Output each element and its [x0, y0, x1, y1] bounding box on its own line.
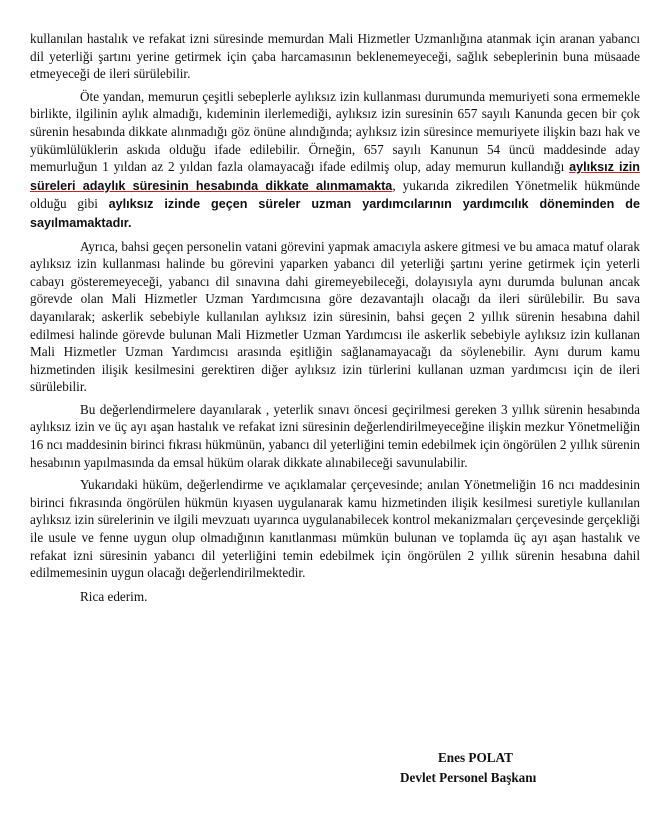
paragraph-text: kullanılan hastalık ve refakat izni süresinde memurdan Mali Hizmetler Uzmanlığına atanmak için aranan yabancı dil yeterliği şartını yerine getirmek için çaba harcamasının beklenemeyeceği, sağlık sebeplerinin buna müsaade etmeyeceği de ileri sürülebilir. [30, 31, 640, 82]
emphasized-text: aylıksız izin süreleri adaylık süresinin hesabında dikkate alınmamakta [30, 160, 640, 193]
paragraph-text: , yukarıda zikredilen Yönetmelik hükmünde olduğu gibi [30, 177, 640, 212]
emphasized-text: aylıksız izinde geçen süreler uzman yardımcılarının yardımcılık döneminden de sayılmamaktadır. [30, 197, 640, 230]
paragraph [30, 88, 640, 233]
paragraph [30, 476, 640, 582]
paragraph-text: Bu değerlendirmelere dayanılarak , yeterlik sınavı öncesi geçirilmesi gereken 3 yıllık sürenin hesabında aylıksız izin ve üç ayı aşan hastalık ve refakat izni süresinin değerlendirilmeyeceğine ilişkin mezkur Yönetmeliğin 16 ncı maddesinin birinci fıkrası hükmünün, yabancı dil yeterliğini temin edebilmek için öngörülen 2 yıllık sürenin hesabının yapılmasında da emsal hüküm olarak dikkate alınabileceği savunulabilir. [30, 401, 640, 470]
signature-title: Devlet Personel Başkanı [400, 770, 537, 785]
paragraph [30, 238, 640, 396]
paragraph [30, 30, 640, 83]
closing-line: Rica ederim. [80, 588, 148, 604]
signature-block [400, 748, 640, 788]
paragraph-text: Yukarıdaki hüküm, değerlendirme ve açıklamalar çerçevesinde; anılan Yönetmeliğin 16 ncı maddesinin birinci fıkrasında öngörülen hükmün kıyasen uygulanarak kamu hizmetinden ilişik kesilmesi suretiyle kullanılan aylıksız izin sürelerinin ve ilgili mevzuatı uyarınca uygulanabilecek kontrol mekanizmaları çerçevesinde gerçekliği ile usule ve fenne uygun olup olmadığının kanıtlanması mümkün bulunan ve toplamda üç ayı aşan hastalık ve refakat izni süresinin yabancı dil yeterliğini temin edebilmek için öngörülen 2 yıllık sürenin hesabına dahil edilmemesinin uygun olacağı değerlendirilmektedir. [30, 477, 640, 581]
document-body [30, 30, 640, 605]
paragraph [30, 401, 640, 471]
signature-name: Enes POLAT [438, 750, 513, 765]
paragraph-text: Ayrıca, bahsi geçen personelin vatani görevini yapmak amacıyla askere gitmesi ve bu amaca matuf olarak aylıksız izin kullanması halinde bu görevini yaparken yabancı dil yeterliği şartını yerine getirmek için yeterli cabayı gösteremeyeceği, yabancı dil sınavına dahi giremeyebileceği, dolayısıyla aynı durumda bulunan ancak görevde olan Mali Hizmetler Uzman Yardımcısına göre dezavantajlı olacağı da ileri sürülebilir. Bu sava dayanılarak; askerlik sebebiyle kullanılan aylıksız izin süresinin, bahsi geçen 2 yıllık sürenin hesabına dahil edilmesi halinde görevde bulunan Mali Hizmetler Uzman Yardımcısı ile askerlik sebebiyle aylıksız izin kullanan Mali Hizmetler Uzman Yardımcısı arasında eşitliğin sağlanamayacağı da söylenebilir. Aynı durum kamu hizmetinden ilişik kesilmesini gerektiren diğer aylıksız izin türlerini kullanan uzman yardımcısı için de ileri sürülebilir. [30, 238, 640, 395]
paragraph-text: Öte yandan, memurun çeşitli sebeplerle aylıksız izin kullanması durumunda memuriyeti sona ermemekle birlikte, ilgilinin aylık almadığı, kıdeminin ilerlemediği, aylıksız izin suresinin 657 sayılı Kanunda gecen bir çok sürenin hesabında dikkate alınmadığı göz önüne alındığında; aylıksız izin süresince memuriyete ilişkin bazı hak ve yükümlülüklerin askıda olduğu ifade edilebilir. Örneğin, 657 sayılı Kanunun 54 üncü maddesinde aday memurluğun 1 yıldan az 2 yıldan fazla olamayacağı ifade edilmiş olup, aday memurun kullandığı [30, 88, 640, 175]
